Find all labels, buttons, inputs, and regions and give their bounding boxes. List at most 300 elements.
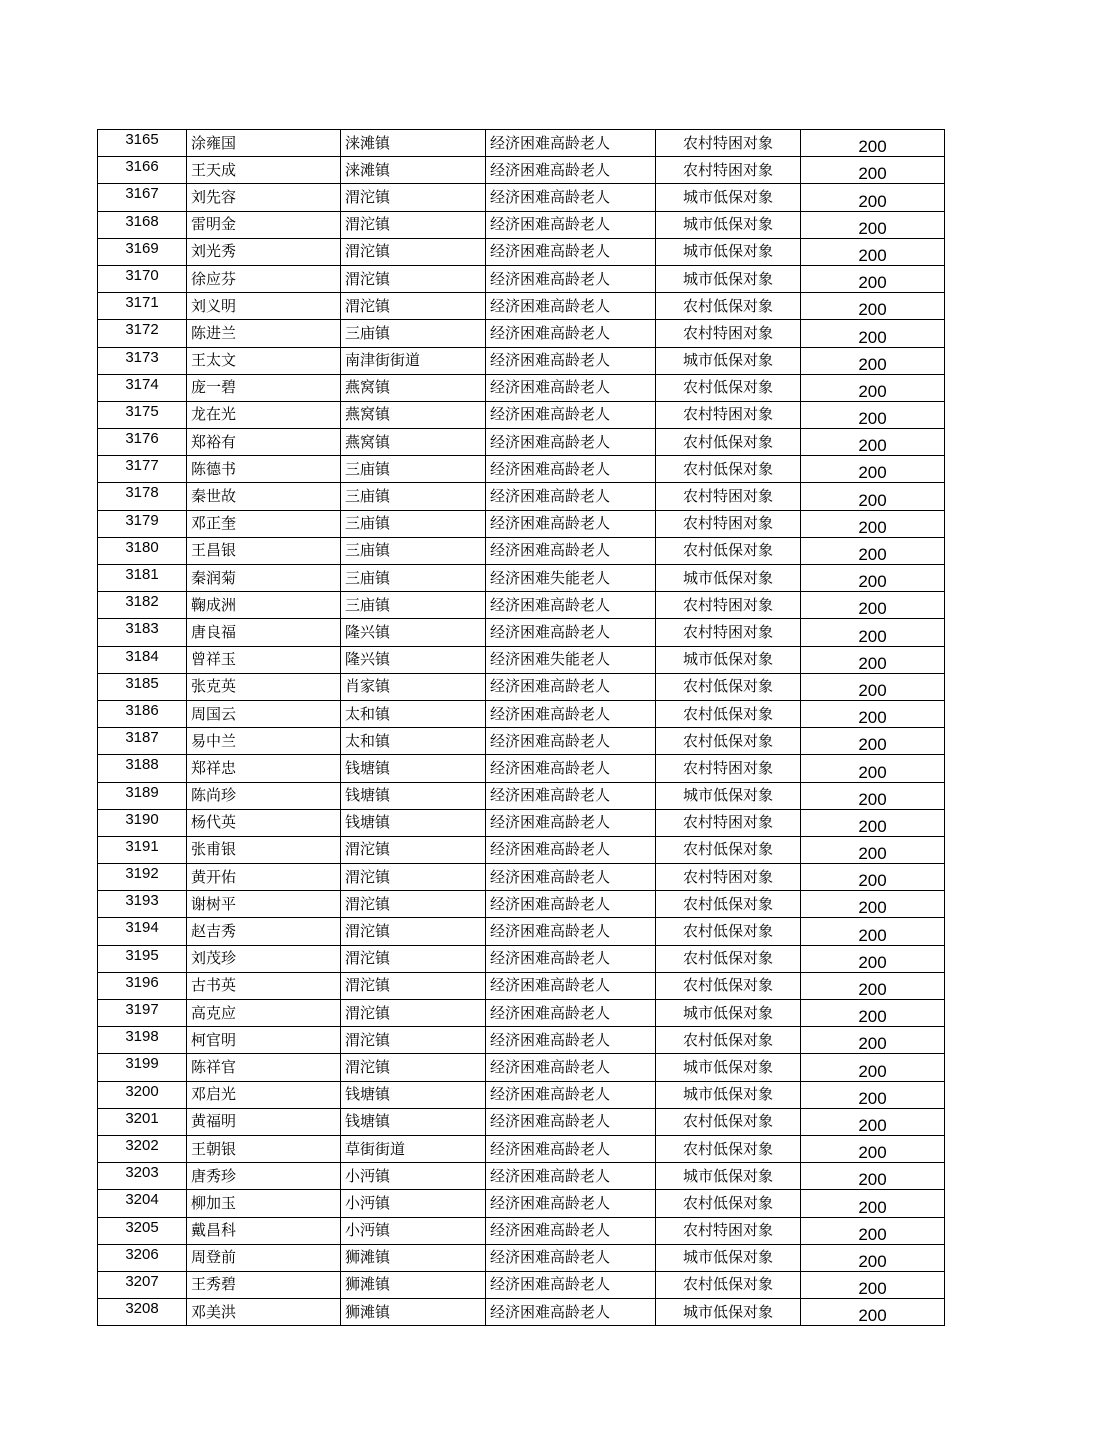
amount-cell: 200 xyxy=(801,157,945,184)
row-number-cell: 3168 xyxy=(98,211,187,238)
amount-cell: 200 xyxy=(801,728,945,755)
town-cell: 狮滩镇 xyxy=(341,1299,486,1326)
name-cell: 陈德书 xyxy=(187,456,341,483)
category-cell: 经济困难高龄老人 xyxy=(486,673,656,700)
amount-cell: 200 xyxy=(801,565,945,592)
type-cell: 农村低保对象 xyxy=(656,429,801,456)
type-cell: 农村特困对象 xyxy=(656,809,801,836)
type-cell: 农村低保对象 xyxy=(656,1271,801,1298)
row-number-cell: 3181 xyxy=(98,565,187,592)
name-cell: 鞠成洲 xyxy=(187,592,341,619)
type-cell: 农村特困对象 xyxy=(656,320,801,347)
amount-cell: 200 xyxy=(801,1000,945,1027)
type-cell: 农村特困对象 xyxy=(656,864,801,891)
town-cell: 狮滩镇 xyxy=(341,1271,486,1298)
row-number-cell: 3179 xyxy=(98,510,187,537)
amount-cell: 200 xyxy=(801,130,945,157)
town-cell: 渭沱镇 xyxy=(341,265,486,292)
amount-cell: 200 xyxy=(801,1081,945,1108)
town-cell: 渭沱镇 xyxy=(341,293,486,320)
category-cell: 经济困难高龄老人 xyxy=(486,1244,656,1271)
town-cell: 草街街道 xyxy=(341,1135,486,1162)
type-cell: 城市低保对象 xyxy=(656,211,801,238)
table-row xyxy=(98,293,945,320)
category-cell: 经济困难高龄老人 xyxy=(486,755,656,782)
type-cell: 城市低保对象 xyxy=(656,1299,801,1326)
amount-cell: 200 xyxy=(801,347,945,374)
table-row xyxy=(98,320,945,347)
type-cell: 城市低保对象 xyxy=(656,565,801,592)
amount-cell: 200 xyxy=(801,1108,945,1135)
amount-cell: 200 xyxy=(801,510,945,537)
category-cell: 经济困难高龄老人 xyxy=(486,483,656,510)
town-cell: 南津街街道 xyxy=(341,347,486,374)
type-cell: 农村低保对象 xyxy=(656,972,801,999)
town-cell: 钱塘镇 xyxy=(341,809,486,836)
town-cell: 渭沱镇 xyxy=(341,1000,486,1027)
type-cell: 城市低保对象 xyxy=(656,1000,801,1027)
table-row xyxy=(98,864,945,891)
town-cell: 渭沱镇 xyxy=(341,184,486,211)
name-cell: 唐秀珍 xyxy=(187,1163,341,1190)
town-cell: 渭沱镇 xyxy=(341,1054,486,1081)
row-number-cell: 3177 xyxy=(98,456,187,483)
amount-cell: 200 xyxy=(801,1027,945,1054)
row-number-cell: 3187 xyxy=(98,728,187,755)
row-number-cell: 3165 xyxy=(98,130,187,157)
row-number-cell: 3189 xyxy=(98,782,187,809)
category-cell: 经济困难高龄老人 xyxy=(486,1135,656,1162)
category-cell: 经济困难失能老人 xyxy=(486,565,656,592)
town-cell: 狮滩镇 xyxy=(341,1244,486,1271)
name-cell: 陈祥官 xyxy=(187,1054,341,1081)
town-cell: 渭沱镇 xyxy=(341,238,486,265)
table-row xyxy=(98,1027,945,1054)
name-cell: 黄福明 xyxy=(187,1108,341,1135)
category-cell: 经济困难高龄老人 xyxy=(486,374,656,401)
town-cell: 三庙镇 xyxy=(341,592,486,619)
category-cell: 经济困难高龄老人 xyxy=(486,265,656,292)
subsidy-table xyxy=(97,129,945,1326)
name-cell: 陈尚珍 xyxy=(187,782,341,809)
amount-cell: 200 xyxy=(801,1163,945,1190)
type-cell: 城市低保对象 xyxy=(656,347,801,374)
row-number-cell: 3208 xyxy=(98,1299,187,1326)
amount-cell: 200 xyxy=(801,1217,945,1244)
name-cell: 徐应芬 xyxy=(187,265,341,292)
type-cell: 城市低保对象 xyxy=(656,646,801,673)
table-row xyxy=(98,673,945,700)
town-cell: 三庙镇 xyxy=(341,537,486,564)
type-cell: 农村低保对象 xyxy=(656,673,801,700)
town-cell: 燕窝镇 xyxy=(341,429,486,456)
row-number-cell: 3196 xyxy=(98,972,187,999)
town-cell: 三庙镇 xyxy=(341,483,486,510)
table-row xyxy=(98,265,945,292)
town-cell: 钱塘镇 xyxy=(341,1108,486,1135)
amount-cell: 200 xyxy=(801,1054,945,1081)
amount-cell: 200 xyxy=(801,265,945,292)
table-row xyxy=(98,592,945,619)
name-cell: 陈进兰 xyxy=(187,320,341,347)
table-row xyxy=(98,211,945,238)
amount-cell: 200 xyxy=(801,1271,945,1298)
table-row xyxy=(98,456,945,483)
category-cell: 经济困难高龄老人 xyxy=(486,456,656,483)
type-cell: 农村低保对象 xyxy=(656,293,801,320)
name-cell: 王秀碧 xyxy=(187,1271,341,1298)
row-number-cell: 3176 xyxy=(98,429,187,456)
row-number-cell: 3186 xyxy=(98,700,187,727)
row-number-cell: 3198 xyxy=(98,1027,187,1054)
amount-cell: 200 xyxy=(801,945,945,972)
name-cell: 邓正奎 xyxy=(187,510,341,537)
type-cell: 农村低保对象 xyxy=(656,456,801,483)
town-cell: 燕窝镇 xyxy=(341,374,486,401)
row-number-cell: 3193 xyxy=(98,891,187,918)
category-cell: 经济困难高龄老人 xyxy=(486,918,656,945)
row-number-cell: 3172 xyxy=(98,320,187,347)
type-cell: 农村特困对象 xyxy=(656,1217,801,1244)
name-cell: 赵吉秀 xyxy=(187,918,341,945)
table-row xyxy=(98,755,945,782)
town-cell: 小沔镇 xyxy=(341,1190,486,1217)
category-cell: 经济困难高龄老人 xyxy=(486,728,656,755)
town-cell: 渭沱镇 xyxy=(341,836,486,863)
row-number-cell: 3188 xyxy=(98,755,187,782)
amount-cell: 200 xyxy=(801,836,945,863)
town-cell: 燕窝镇 xyxy=(341,401,486,428)
table-row xyxy=(98,130,945,157)
type-cell: 农村低保对象 xyxy=(656,700,801,727)
amount-cell: 200 xyxy=(801,1299,945,1326)
table-row xyxy=(98,1108,945,1135)
row-number-cell: 3194 xyxy=(98,918,187,945)
type-cell: 农村特困对象 xyxy=(656,483,801,510)
town-cell: 渭沱镇 xyxy=(341,918,486,945)
table-row xyxy=(98,401,945,428)
name-cell: 唐良福 xyxy=(187,619,341,646)
row-number-cell: 3204 xyxy=(98,1190,187,1217)
town-cell: 涞滩镇 xyxy=(341,157,486,184)
town-cell: 涞滩镇 xyxy=(341,130,486,157)
category-cell: 经济困难高龄老人 xyxy=(486,1190,656,1217)
row-number-cell: 3178 xyxy=(98,483,187,510)
amount-cell: 200 xyxy=(801,211,945,238)
name-cell: 秦世故 xyxy=(187,483,341,510)
table-row xyxy=(98,700,945,727)
town-cell: 渭沱镇 xyxy=(341,972,486,999)
type-cell: 农村特困对象 xyxy=(656,619,801,646)
table-row xyxy=(98,836,945,863)
town-cell: 三庙镇 xyxy=(341,510,486,537)
amount-cell: 200 xyxy=(801,782,945,809)
category-cell: 经济困难高龄老人 xyxy=(486,1000,656,1027)
town-cell: 渭沱镇 xyxy=(341,891,486,918)
name-cell: 王太文 xyxy=(187,347,341,374)
type-cell: 农村低保对象 xyxy=(656,1027,801,1054)
row-number-cell: 3170 xyxy=(98,265,187,292)
amount-cell: 200 xyxy=(801,755,945,782)
category-cell: 经济困难高龄老人 xyxy=(486,945,656,972)
amount-cell: 200 xyxy=(801,429,945,456)
amount-cell: 200 xyxy=(801,320,945,347)
category-cell: 经济困难高龄老人 xyxy=(486,320,656,347)
table-row xyxy=(98,809,945,836)
type-cell: 农村特困对象 xyxy=(656,510,801,537)
table-row xyxy=(98,1190,945,1217)
type-cell: 农村低保对象 xyxy=(656,918,801,945)
category-cell: 经济困难高龄老人 xyxy=(486,293,656,320)
row-number-cell: 3206 xyxy=(98,1244,187,1271)
table-row xyxy=(98,537,945,564)
subsidy-table-body xyxy=(98,130,945,1326)
row-number-cell: 3174 xyxy=(98,374,187,401)
amount-cell: 200 xyxy=(801,238,945,265)
row-number-cell: 3201 xyxy=(98,1108,187,1135)
town-cell: 三庙镇 xyxy=(341,320,486,347)
category-cell: 经济困难高龄老人 xyxy=(486,184,656,211)
type-cell: 农村低保对象 xyxy=(656,537,801,564)
amount-cell: 200 xyxy=(801,1135,945,1162)
category-cell: 经济困难高龄老人 xyxy=(486,836,656,863)
type-cell: 农村低保对象 xyxy=(656,1108,801,1135)
category-cell: 经济困难高龄老人 xyxy=(486,157,656,184)
amount-cell: 200 xyxy=(801,864,945,891)
name-cell: 龙在光 xyxy=(187,401,341,428)
name-cell: 王朝银 xyxy=(187,1135,341,1162)
type-cell: 城市低保对象 xyxy=(656,238,801,265)
town-cell: 三庙镇 xyxy=(341,565,486,592)
table-row xyxy=(98,945,945,972)
name-cell: 柯官明 xyxy=(187,1027,341,1054)
table-row xyxy=(98,1000,945,1027)
category-cell: 经济困难高龄老人 xyxy=(486,1299,656,1326)
amount-cell: 200 xyxy=(801,1244,945,1271)
category-cell: 经济困难高龄老人 xyxy=(486,864,656,891)
name-cell: 刘先容 xyxy=(187,184,341,211)
amount-cell: 200 xyxy=(801,401,945,428)
row-number-cell: 3180 xyxy=(98,537,187,564)
table-row xyxy=(98,238,945,265)
row-number-cell: 3183 xyxy=(98,619,187,646)
category-cell: 经济困难高龄老人 xyxy=(486,211,656,238)
amount-cell: 200 xyxy=(801,972,945,999)
name-cell: 涂雍国 xyxy=(187,130,341,157)
type-cell: 农村低保对象 xyxy=(656,1190,801,1217)
name-cell: 王昌银 xyxy=(187,537,341,564)
amount-cell: 200 xyxy=(801,673,945,700)
category-cell: 经济困难高龄老人 xyxy=(486,592,656,619)
town-cell: 隆兴镇 xyxy=(341,646,486,673)
name-cell: 秦润菊 xyxy=(187,565,341,592)
row-number-cell: 3185 xyxy=(98,673,187,700)
table-row xyxy=(98,565,945,592)
type-cell: 城市低保对象 xyxy=(656,1244,801,1271)
town-cell: 太和镇 xyxy=(341,728,486,755)
row-number-cell: 3192 xyxy=(98,864,187,891)
town-cell: 渭沱镇 xyxy=(341,864,486,891)
row-number-cell: 3190 xyxy=(98,809,187,836)
type-cell: 城市低保对象 xyxy=(656,265,801,292)
category-cell: 经济困难高龄老人 xyxy=(486,429,656,456)
table-row xyxy=(98,1081,945,1108)
town-cell: 小沔镇 xyxy=(341,1217,486,1244)
table-row xyxy=(98,782,945,809)
name-cell: 刘茂珍 xyxy=(187,945,341,972)
category-cell: 经济困难高龄老人 xyxy=(486,1271,656,1298)
amount-cell: 200 xyxy=(801,537,945,564)
table-row xyxy=(98,429,945,456)
town-cell: 三庙镇 xyxy=(341,456,486,483)
category-cell: 经济困难高龄老人 xyxy=(486,1108,656,1135)
row-number-cell: 3205 xyxy=(98,1217,187,1244)
row-number-cell: 3207 xyxy=(98,1271,187,1298)
type-cell: 城市低保对象 xyxy=(656,1054,801,1081)
category-cell: 经济困难高龄老人 xyxy=(486,972,656,999)
type-cell: 农村特困对象 xyxy=(656,401,801,428)
name-cell: 张克英 xyxy=(187,673,341,700)
table-row xyxy=(98,1217,945,1244)
name-cell: 刘光秀 xyxy=(187,238,341,265)
row-number-cell: 3173 xyxy=(98,347,187,374)
town-cell: 肖家镇 xyxy=(341,673,486,700)
town-cell: 钱塘镇 xyxy=(341,755,486,782)
row-number-cell: 3202 xyxy=(98,1135,187,1162)
category-cell: 经济困难高龄老人 xyxy=(486,700,656,727)
town-cell: 钱塘镇 xyxy=(341,782,486,809)
table-row xyxy=(98,646,945,673)
category-cell: 经济困难高龄老人 xyxy=(486,130,656,157)
name-cell: 谢树平 xyxy=(187,891,341,918)
name-cell: 高克应 xyxy=(187,1000,341,1027)
name-cell: 邓启光 xyxy=(187,1081,341,1108)
category-cell: 经济困难失能老人 xyxy=(486,646,656,673)
name-cell: 郑裕有 xyxy=(187,429,341,456)
name-cell: 周登前 xyxy=(187,1244,341,1271)
row-number-cell: 3203 xyxy=(98,1163,187,1190)
town-cell: 小沔镇 xyxy=(341,1163,486,1190)
table-row xyxy=(98,510,945,537)
table-row xyxy=(98,347,945,374)
type-cell: 农村低保对象 xyxy=(656,374,801,401)
table-row xyxy=(98,374,945,401)
row-number-cell: 3166 xyxy=(98,157,187,184)
amount-cell: 200 xyxy=(801,483,945,510)
table-row xyxy=(98,972,945,999)
row-number-cell: 3197 xyxy=(98,1000,187,1027)
type-cell: 农村低保对象 xyxy=(656,945,801,972)
category-cell: 经济困难高龄老人 xyxy=(486,401,656,428)
town-cell: 隆兴镇 xyxy=(341,619,486,646)
category-cell: 经济困难高龄老人 xyxy=(486,537,656,564)
amount-cell: 200 xyxy=(801,592,945,619)
row-number-cell: 3195 xyxy=(98,945,187,972)
row-number-cell: 3200 xyxy=(98,1081,187,1108)
table-row xyxy=(98,184,945,211)
row-number-cell: 3199 xyxy=(98,1054,187,1081)
table-row xyxy=(98,483,945,510)
category-cell: 经济困难高龄老人 xyxy=(486,1163,656,1190)
category-cell: 经济困难高龄老人 xyxy=(486,1027,656,1054)
category-cell: 经济困难高龄老人 xyxy=(486,510,656,537)
category-cell: 经济困难高龄老人 xyxy=(486,1081,656,1108)
amount-cell: 200 xyxy=(801,293,945,320)
town-cell: 渭沱镇 xyxy=(341,211,486,238)
type-cell: 农村特困对象 xyxy=(656,592,801,619)
table-row xyxy=(98,1244,945,1271)
table-row xyxy=(98,619,945,646)
amount-cell: 200 xyxy=(801,184,945,211)
table-row xyxy=(98,157,945,184)
name-cell: 曾祥玉 xyxy=(187,646,341,673)
table-row xyxy=(98,728,945,755)
amount-cell: 200 xyxy=(801,809,945,836)
row-number-cell: 3171 xyxy=(98,293,187,320)
type-cell: 城市低保对象 xyxy=(656,1081,801,1108)
name-cell: 易中兰 xyxy=(187,728,341,755)
type-cell: 农村低保对象 xyxy=(656,836,801,863)
amount-cell: 200 xyxy=(801,891,945,918)
table-row xyxy=(98,1054,945,1081)
name-cell: 柳加玉 xyxy=(187,1190,341,1217)
category-cell: 经济困难高龄老人 xyxy=(486,238,656,265)
table-row xyxy=(98,918,945,945)
table-row xyxy=(98,1135,945,1162)
name-cell: 庞一碧 xyxy=(187,374,341,401)
row-number-cell: 3191 xyxy=(98,836,187,863)
row-number-cell: 3184 xyxy=(98,646,187,673)
table-row xyxy=(98,1163,945,1190)
amount-cell: 200 xyxy=(801,1190,945,1217)
town-cell: 太和镇 xyxy=(341,700,486,727)
name-cell: 郑祥忠 xyxy=(187,755,341,782)
table-row xyxy=(98,1271,945,1298)
town-cell: 渭沱镇 xyxy=(341,945,486,972)
type-cell: 城市低保对象 xyxy=(656,782,801,809)
amount-cell: 200 xyxy=(801,374,945,401)
type-cell: 农村特困对象 xyxy=(656,157,801,184)
category-cell: 经济困难高龄老人 xyxy=(486,809,656,836)
type-cell: 城市低保对象 xyxy=(656,184,801,211)
name-cell: 戴昌科 xyxy=(187,1217,341,1244)
table-row xyxy=(98,1299,945,1326)
category-cell: 经济困难高龄老人 xyxy=(486,782,656,809)
name-cell: 周国云 xyxy=(187,700,341,727)
type-cell: 农村低保对象 xyxy=(656,891,801,918)
category-cell: 经济困难高龄老人 xyxy=(486,1054,656,1081)
category-cell: 经济困难高龄老人 xyxy=(486,619,656,646)
amount-cell: 200 xyxy=(801,700,945,727)
row-number-cell: 3169 xyxy=(98,238,187,265)
row-number-cell: 3182 xyxy=(98,592,187,619)
town-cell: 渭沱镇 xyxy=(341,1027,486,1054)
type-cell: 农村低保对象 xyxy=(656,1135,801,1162)
type-cell: 城市低保对象 xyxy=(656,1163,801,1190)
type-cell: 农村低保对象 xyxy=(656,728,801,755)
name-cell: 邓美洪 xyxy=(187,1299,341,1326)
amount-cell: 200 xyxy=(801,456,945,483)
category-cell: 经济困难高龄老人 xyxy=(486,891,656,918)
row-number-cell: 3167 xyxy=(98,184,187,211)
category-cell: 经济困难高龄老人 xyxy=(486,347,656,374)
name-cell: 王天成 xyxy=(187,157,341,184)
amount-cell: 200 xyxy=(801,918,945,945)
name-cell: 张甫银 xyxy=(187,836,341,863)
name-cell: 刘义明 xyxy=(187,293,341,320)
amount-cell: 200 xyxy=(801,646,945,673)
name-cell: 杨代英 xyxy=(187,809,341,836)
